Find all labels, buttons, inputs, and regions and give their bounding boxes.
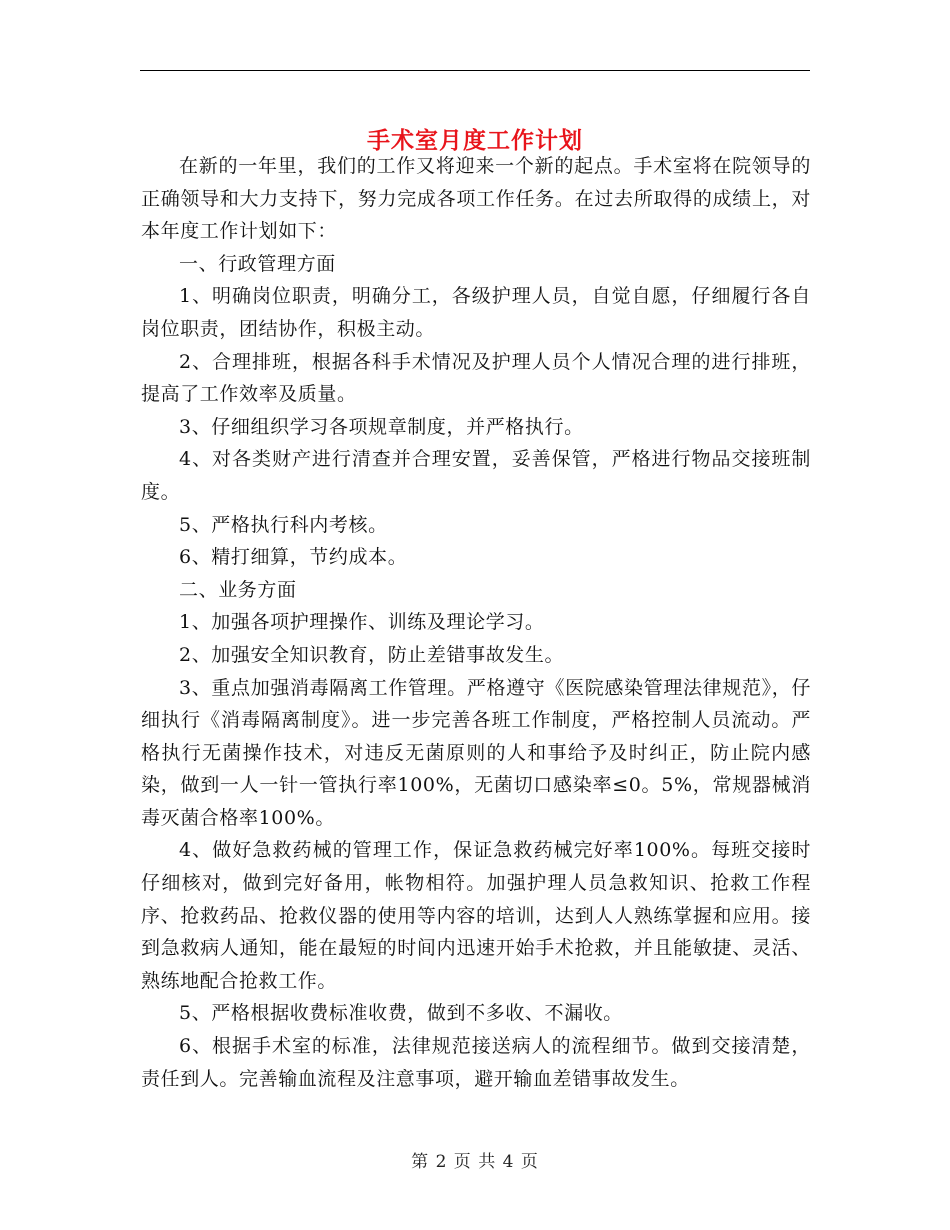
page-number-footer: 第 2 页 共 4 页 bbox=[411, 1152, 539, 1172]
document-body bbox=[141, 150, 811, 1095]
paragraph: 1、加强各项护理操作、训练及理论学习。 bbox=[179, 611, 545, 634]
paragraph: 6、根据手术室的标准，法律规范接送病人的流程细节。做到交接清楚，责任到人。完善输血流程及注意事项，避开输血差错事故发生。 bbox=[141, 1035, 811, 1090]
paragraph: 5、严格执行科内考核。 bbox=[179, 513, 388, 536]
paragraph: 2、加强安全知识教育，防止差错事故发生。 bbox=[179, 643, 565, 666]
paragraph: 1、明确岗位职责，明确分工，各级护理人员，自觉自愿，仔细履行各自岗位职责，团结协作，积极主动。 bbox=[141, 285, 811, 340]
document-title: 手术室月度工作计划 bbox=[367, 128, 583, 155]
paragraph: 4、对各类财产进行清查并合理安置，妥善保管，严格进行物品交接班制度。 bbox=[141, 448, 811, 503]
header-rule bbox=[140, 70, 810, 71]
paragraph: 5、严格根据收费标准收费，做到不多收、不漏收。 bbox=[179, 1002, 623, 1025]
paragraph-intro: 在新的一年里，我们的工作又将迎来一个新的起点。手术室将在院领导的正确领导和大力支持下，努力完成各项工作任务。在过去所取得的成绩上，对本年度工作计划如下： bbox=[141, 155, 811, 243]
section-heading-admin: 一、行政管理方面 bbox=[179, 252, 336, 275]
paragraph: 6、精打细算，节约成本。 bbox=[179, 546, 408, 569]
section-heading-business: 二、业务方面 bbox=[179, 578, 297, 601]
paragraph: 3、仔细组织学习各项规章制度，并严格执行。 bbox=[179, 415, 584, 438]
paragraph: 2、合理排班，根据各科手术情况及护理人员个人情况合理的进行排班，提高了工作效率及质量。 bbox=[141, 350, 811, 406]
paragraph: 3、重点加强消毒隔离工作管理。严格遵守《医院感染管理法律规范》，仔细执行《消毒隔离制度》。进一步完善各班工作制度，严格控制人员流动。严格执行无菌操作技术，对违反无菌原则的人和事给予及时纠正，防止院内感染，做到一人一针一管执行率100%，无菌切口感染率≤0。5%，常规器械消毒灭菌合格率100%。 bbox=[141, 676, 811, 829]
paragraph: 4、做好急救药械的管理工作，保证急救药械完好率100%。每班交接时仔细核对，做到完好备用，帐物相符。加强护理人员急救知识、抢救工作程序、抢救药品、抢救仪器的使用等内容的培训，达到人人熟练掌握和应用。接到急救病人通知，能在最短的时间内迅速开始手术抢救，并且能敏捷、灵活、熟练地配合抢救工作。 bbox=[141, 839, 811, 992]
